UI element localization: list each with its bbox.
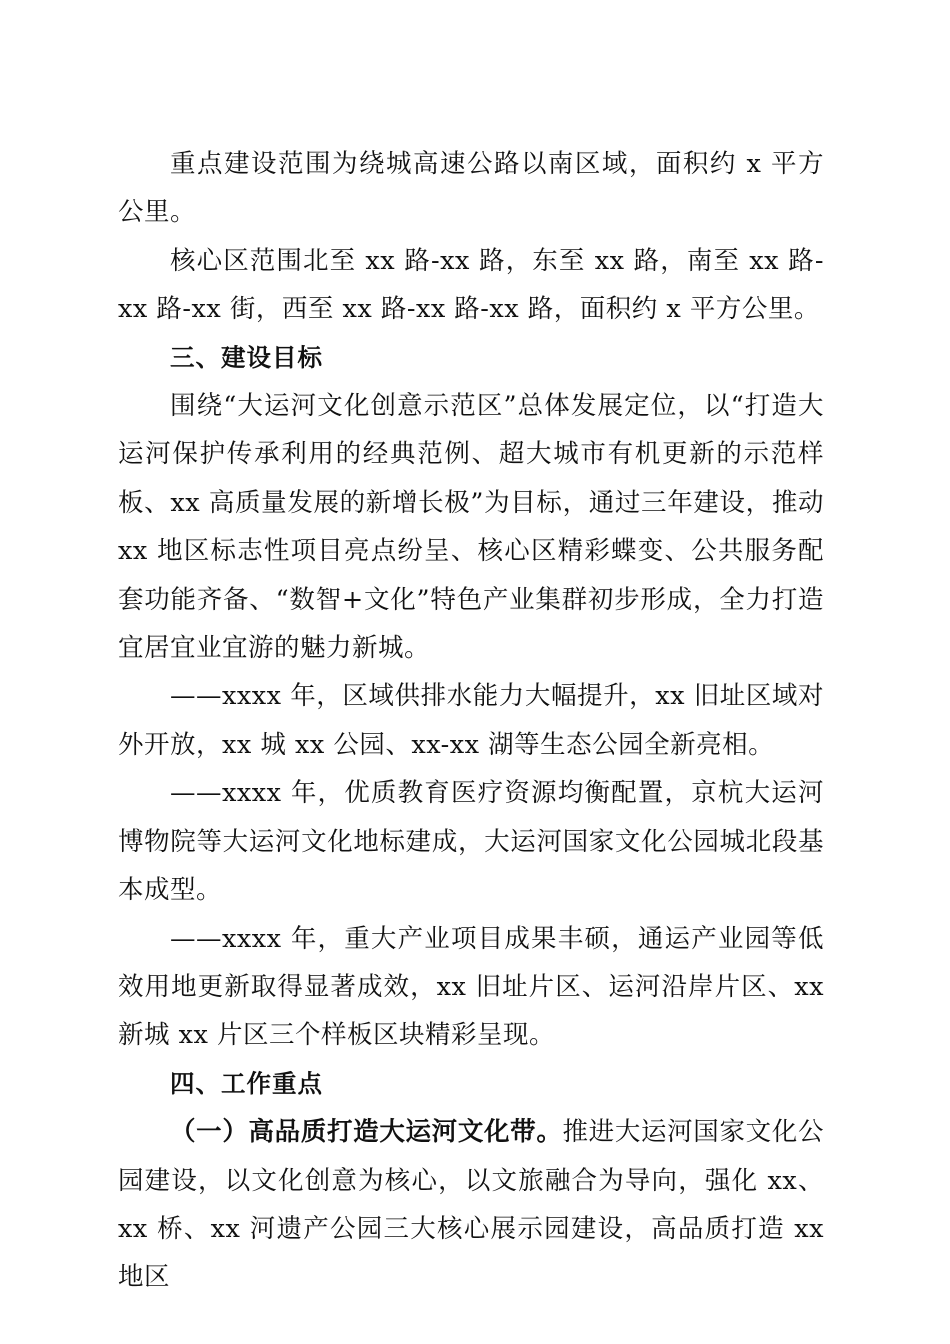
work-item-1-heading: （一）高品质打造大运河文化带。 [170,1117,563,1148]
section-heading-work-focus: 四、工作重点 [170,1068,323,1098]
paragraph-work-item-1 [118,1108,824,1302]
document-body [118,140,824,1302]
paragraph-milestone-3: ——xxxx 年，重大产业项目成果丰硕，通运产业园等低效用地更新取得显著成效，xx 旧址片区、运河沿岸片区、xx 新城 xx 片区三个样板区块精彩呈现。 [118,923,824,1051]
paragraph-milestone-1: ——xxxx 年，区域供排水能力大幅提升，xx 旧址区域对外开放，xx 城 xx 公园、xx-xx 湖等生态公园全新亮相。 [118,681,824,760]
paragraph-goals-overview: 围绕“大运河文化创意示范区”总体发展定位，以“打造大运河保护传承利用的经典范例、超大城市有机更新的示范样板、xx 高质量发展的新增长极”为目标，通过三年建设，推动 xx 地区标志性项目亮点纷呈、核心区精彩蝶变、公共服务配套功能齐备、“数智+文化”特色产业集群初步形成，全力打造宜居宜业宜游的魅力新城。 [118,391,824,664]
paragraph-milestone-2: ——xxxx 年，优质教育医疗资源均衡配置，京杭大运河博物院等大运河文化地标建成，大运河国家文化公园城北段基本成型。 [118,778,824,906]
section-heading-goals: 三、建设目标 [170,342,323,372]
paragraph-construction-scope: 重点建设范围为绕城高速公路以南区域，面积约 x 平方公里。 [118,149,824,228]
paragraph-core-area-scope: 核心区范围北至 xx 路-xx 路，东至 xx 路，南至 xx 路-xx 路-xx 街，西至 xx 路-xx 路-xx 路，面积约 x 平方公里。 [118,245,824,325]
work-item-1-body: 推进大运河国家文化公园建设，以文化创意为核心，以文旅融合为导向，强化 xx、xx 桥、xx 河遗产公园三大核心展示园建设，高品质打造 xx 地区 [118,1117,824,1293]
